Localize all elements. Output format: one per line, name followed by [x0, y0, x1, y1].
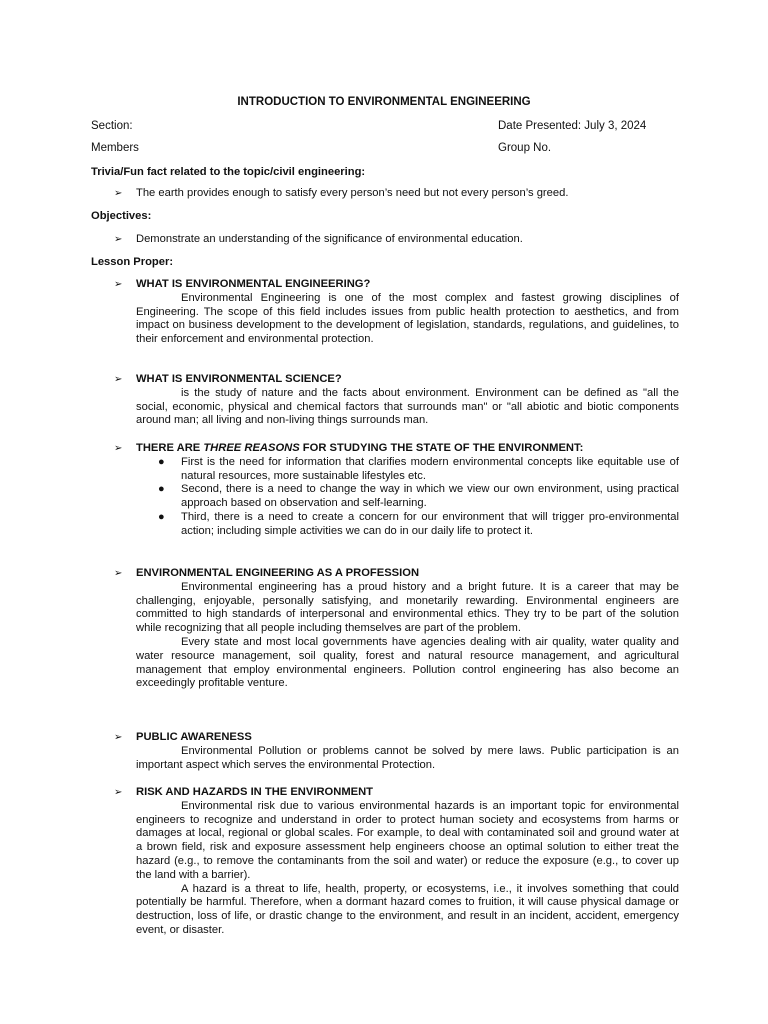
section-environmental-engineering	[114, 278, 679, 347]
dot-bullet-icon: ●	[158, 455, 165, 468]
trivia-text: The earth provides enough to satisfy every person’s need but not every person’s greed.	[136, 187, 569, 199]
section-paragraph: Environmental Pollution or problems cannot be solved by mere laws. Public participation is an important aspect which serves the environmental Protection.	[136, 744, 679, 771]
section-paragraph: Environmental Engineering is one of the most complex and fastest growing disciplines of Engineering. The scope of this field includes issues from public health protection to aesthetics, and from impact on business development to the development of legislation, standards, regulations, and guidelines, to their enforcement and environmental protection.	[136, 291, 679, 346]
section-title: WHAT IS ENVIRONMENTAL SCIENCE?	[136, 373, 342, 385]
section-public-awareness	[114, 731, 679, 772]
arrow-bullet-icon: ➢	[114, 568, 123, 579]
arrow-bullet-icon: ➢	[114, 732, 123, 743]
section-three-reasons	[114, 442, 679, 539]
trivia-item	[114, 187, 679, 201]
section-label: Section:	[91, 120, 133, 132]
document-title: INTRODUCTION TO ENVIRONMENTAL ENGINEERING	[237, 96, 531, 108]
title-emphasis: THREE REASONS	[203, 442, 300, 454]
section-paragraph: Environmental risk due to various environmental hazards is an important topic for environmental engineers to recognize and understand in order to protect human society and ecosystems from harms or damages at local, regional or global scales. For example, to deal with contaminated soil and ground water at a brown field, risk and exposure assessment help engineers choose an optimal solution to either treat the hazard (e.g., to remove the contaminants from the soil and water) or reduce the exposure (e.g., to cover up the land with a barrier).	[136, 799, 679, 881]
section-profession	[114, 567, 679, 691]
reasons-list	[136, 456, 679, 539]
dot-bullet-icon: ●	[158, 510, 165, 523]
group-number-label: Group No.	[498, 142, 552, 154]
dot-bullet-icon: ●	[158, 483, 165, 496]
trivia-heading: Trivia/Fun fact related to the topic/civil engineering:	[91, 166, 366, 178]
arrow-bullet-icon: ➢	[114, 787, 123, 798]
section-title: ENVIRONMENTAL ENGINEERING AS A PROFESSION	[136, 567, 420, 579]
list-item-text: First is the need for information that clarifies modern environmental concepts like equitable use of natural resources, more sustainable lifestyles etc.	[181, 455, 679, 482]
section-risk-hazards	[114, 786, 679, 938]
lesson-proper-heading: Lesson Proper:	[91, 256, 174, 268]
section-title: WHAT IS ENVIRONMENTAL ENGINEERING?	[136, 278, 371, 290]
arrow-bullet-icon: ➢	[114, 374, 123, 385]
objectives-heading: Objectives:	[91, 210, 152, 222]
list-item-text: Second, there is a need to change the way in which we view our own environment, using practical approach based on observation and self-learning.	[181, 483, 679, 510]
section-title	[136, 442, 679, 456]
members-label: Members	[91, 142, 139, 154]
arrow-bullet-icon: ➢	[114, 234, 123, 245]
list-item	[136, 511, 679, 539]
title-part: FOR STUDYING THE STATE OF THE ENVIRONMENT:	[299, 442, 584, 454]
section-paragraph: Every state and most local governments have agencies dealing with air quality, water quality and water resource management, soil quality, forest and natural resource management, and agricultural management that employ environmental engineers. Pollution control engineering has also become an exceedingly profitable venture.	[136, 635, 679, 690]
arrow-bullet-icon: ➢	[114, 443, 123, 454]
date-presented: Date Presented: July 3, 2024	[498, 120, 647, 132]
section-title: PUBLIC AWARENESS	[136, 731, 252, 743]
title-part: THERE ARE	[136, 442, 204, 454]
list-item-text: Third, there is a need to create a concern for our environment that will trigger pro-environmental action; including simple activities we can do in our daily life to protect it.	[181, 510, 679, 537]
list-item	[136, 456, 679, 484]
arrow-bullet-icon: ➢	[114, 279, 123, 290]
list-item	[136, 483, 679, 511]
section-title: RISK AND HAZARDS IN THE ENVIRONMENT	[136, 786, 374, 798]
section-paragraph: Environmental engineering has a proud history and a bright future. It is a career that may be challenging, enjoyable, personally satisfying, and monetarily rewarding. Environmental engineers are committed to high standards of interpersonal and environmental ethics. They try to be part of the solution while recognizing that all people including themselves are part of the problem.	[136, 580, 679, 635]
section-environmental-science	[114, 373, 679, 428]
arrow-bullet-icon: ➢	[114, 188, 123, 199]
section-paragraph: is the study of nature and the facts about environment. Environment can be defined as "all the social, economic, physical and chemical factors that surrounds man" or "all abiotic and biotic components around man; all living and non-living things surrounds man.	[136, 386, 679, 427]
section-paragraph: A hazard is a threat to life, health, property, or ecosystems, i.e., it involves something that could potentially be harmful. Therefore, when a dormant hazard comes to fruition, it will cause physical damage or destruction, loss of life, or drastic change to the environment, and result in an incident, accident, emergency event, or disaster.	[136, 882, 679, 936]
objective-item	[114, 233, 679, 247]
objective-text: Demonstrate an understanding of the significance of environmental education.	[136, 233, 523, 245]
